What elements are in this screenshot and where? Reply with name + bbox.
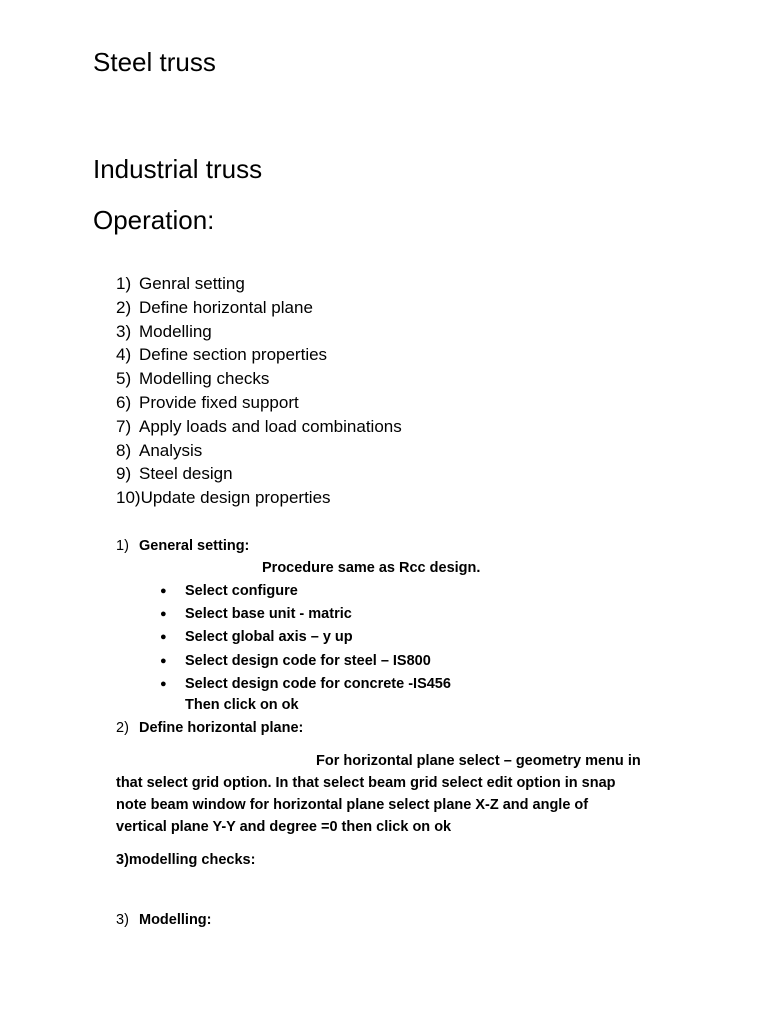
list-item-number: 10) — [116, 488, 141, 508]
list-item-text: Analysis — [139, 440, 203, 460]
list-item-text: Define section properties — [139, 345, 328, 365]
paragraph-line: that select grid option. In that select beam grid select edit option in snap — [116, 775, 616, 791]
bullet-item — [160, 650, 451, 673]
section2-heading: Define horizontal plane: — [139, 720, 304, 736]
list-item — [116, 367, 402, 391]
list-item — [116, 343, 402, 367]
document-title: Steel truss — [93, 47, 216, 77]
list-item-text: Update design properties — [140, 488, 331, 508]
list-item — [116, 272, 402, 296]
bullet-item — [160, 626, 451, 649]
list-item — [116, 320, 402, 344]
bullet-text: Select design code for concrete -IS456 — [185, 675, 451, 692]
list-item-number: 4) — [116, 345, 132, 365]
list-item — [116, 439, 402, 463]
list-item-number: 2) — [116, 297, 132, 317]
section3-heading: Modelling: — [139, 912, 212, 928]
list-item-text: Steel design — [139, 464, 233, 484]
list-item-text: Provide fixed support — [139, 392, 299, 412]
bullet-icon: ● — [160, 631, 167, 644]
section1-bullet-list — [160, 580, 451, 696]
bullet-text: Select base unit - matric — [185, 606, 352, 623]
bullet-item — [160, 673, 451, 696]
section1-number: 1) — [116, 538, 129, 554]
list-item — [116, 486, 402, 510]
section3-checks-heading: 3)modelling checks: — [116, 852, 256, 868]
list-item-text: Apply loads and load combinations — [139, 416, 402, 436]
bullet-text: Select design code for steel – IS800 — [185, 652, 431, 669]
list-item-number: 8) — [116, 440, 132, 460]
list-item-number: 7) — [116, 416, 132, 436]
list-item — [116, 391, 402, 415]
list-item-number: 6) — [116, 392, 132, 412]
list-item — [116, 296, 402, 320]
paragraph-line: vertical plane Y-Y and degree =0 then click on ok — [116, 819, 452, 835]
bullet-icon: ● — [160, 677, 167, 690]
bullet-icon: ● — [160, 585, 167, 597]
document-subtitle: Industrial truss — [93, 154, 263, 184]
paragraph-line: For horizontal plane select – geometry menu in — [316, 753, 641, 769]
operations-list — [116, 272, 402, 510]
section2-paragraph — [116, 750, 696, 838]
section1-procedure: Procedure same as Rcc design. — [262, 560, 481, 576]
paragraph-line: note beam window for horizontal plane select plane X-Z and angle of — [116, 797, 589, 813]
list-item-number: 5) — [116, 369, 132, 389]
section2-number: 2) — [116, 720, 129, 736]
list-item — [116, 462, 402, 486]
list-item-text: Modelling checks — [139, 369, 270, 389]
section1-heading: General setting: — [139, 538, 250, 554]
bullet-icon: ● — [160, 654, 167, 667]
operation-heading: Operation: — [93, 205, 215, 235]
list-item-text: Modelling — [139, 321, 212, 341]
section3-number: 3) — [116, 912, 129, 928]
list-item-text: Genral setting — [139, 274, 245, 293]
bullet-icon: ● — [160, 608, 167, 621]
list-item — [116, 415, 402, 439]
list-item-number: 1) — [116, 274, 132, 293]
section1-then-ok: Then click on ok — [185, 697, 299, 713]
bullet-item — [160, 580, 451, 603]
bullet-item — [160, 603, 451, 626]
bullet-text: Select global axis – y up — [185, 629, 353, 646]
list-item-number: 3) — [116, 321, 132, 341]
list-item-number: 9) — [116, 464, 132, 484]
bullet-text: Select configure — [185, 583, 298, 599]
list-item-text: Define horizontal plane — [139, 297, 313, 317]
